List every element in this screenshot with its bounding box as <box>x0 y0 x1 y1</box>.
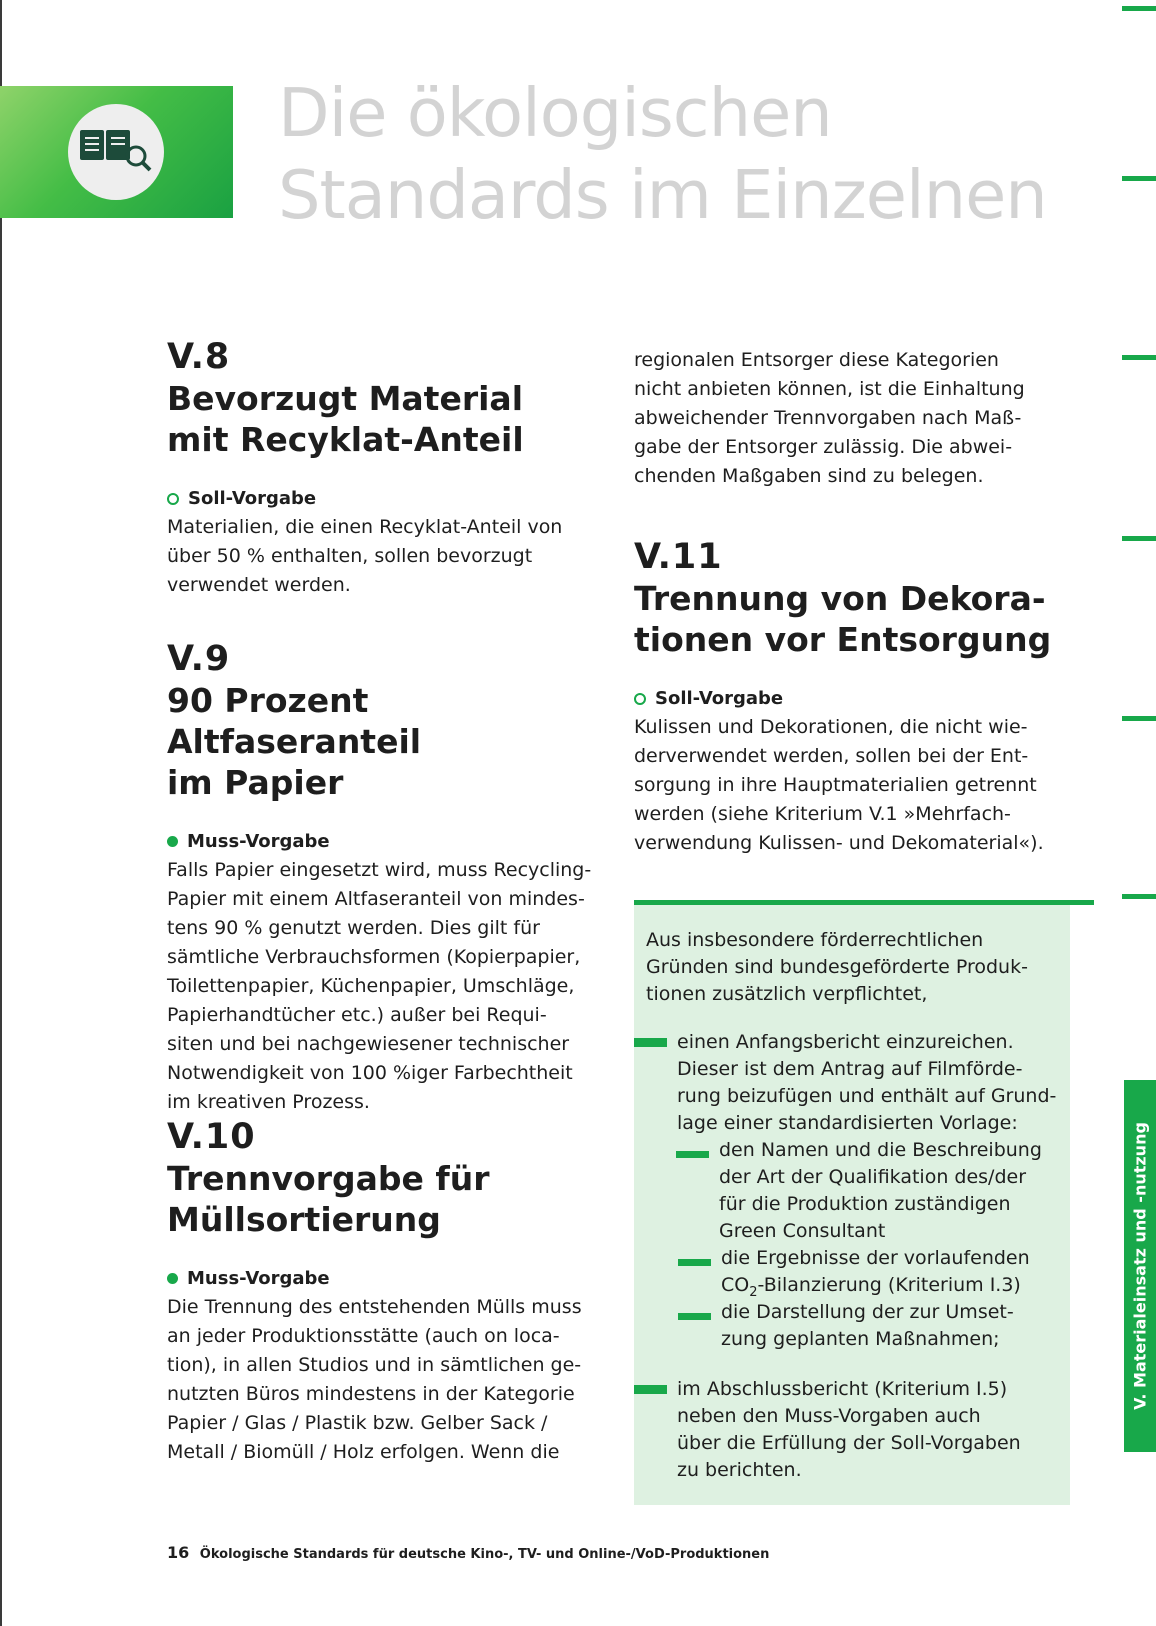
section-title <box>167 680 607 803</box>
infobox-line: tionen zusätzlich verpflichtet, <box>646 983 928 1005</box>
section-number: V.11 <box>634 537 723 577</box>
section-v11 <box>634 536 1074 858</box>
infobox-subitem <box>721 1299 1014 1353</box>
section-title <box>634 578 1074 660</box>
sub-bullet-bar-icon <box>678 1313 711 1320</box>
page-left-rule <box>0 0 2 1626</box>
section-title-line: 90 Prozent Altfaseranteil <box>167 681 422 761</box>
infobox-line: den Namen und die Beschreibung <box>719 1139 1042 1161</box>
body-line: Toilettenpapier, Küchenpapier, Umschläge, <box>167 975 575 997</box>
infobox-line: Gründen sind bundesgeförderte Produk- <box>646 956 1028 978</box>
open-circle-icon <box>634 693 646 705</box>
body-line: Papierhandtücher etc.) außer bei Requi- <box>167 1004 547 1026</box>
body-line: nutzten Büros mindestens in der Kategorie <box>167 1383 575 1405</box>
infobox-line: zung geplanten Maßnahmen; <box>721 1328 1000 1350</box>
section-title-line: mit Recyklat-Anteil <box>167 420 524 459</box>
infobox-line: Dieser ist dem Antrag auf Filmförde- <box>677 1058 1023 1080</box>
infobox-line: die Ergebnisse der vorlaufenden <box>721 1247 1030 1269</box>
page-footer <box>167 1543 769 1562</box>
body-line: verwendet werden. <box>167 574 351 596</box>
infobox-line: über die Erfüllung der Soll-Vorgaben <box>677 1432 1021 1454</box>
section-v9 <box>167 638 607 1117</box>
requirement-tag-label: Soll-Vorgabe <box>655 688 784 709</box>
filled-circle-icon <box>167 1273 178 1284</box>
chapter-side-tab <box>1124 1080 1156 1452</box>
section-title <box>167 1158 607 1240</box>
body-line: über 50 % enthalten, sollen bevorzugt <box>167 545 533 567</box>
body-line: regionalen Entsorger diese Kategorien <box>634 349 999 371</box>
body-line: gabe der Entsorger zulässig. Die abwei- <box>634 436 1013 458</box>
infobox-line: lage einer standardisierten Vorlage: <box>677 1112 1018 1134</box>
infobox-line: Green Consultant <box>719 1220 886 1242</box>
co2-text: CO <box>721 1274 750 1296</box>
edge-marker <box>1122 536 1156 541</box>
requirement-tag <box>167 827 607 856</box>
sub-bullet-bar-icon <box>678 1259 711 1266</box>
infobox-line-rest: -Bilanzierung (Kriterium I.3) <box>757 1274 1021 1296</box>
section-v10 <box>167 1116 607 1467</box>
bullet-bar-icon <box>634 1385 667 1394</box>
open-circle-icon <box>167 493 179 505</box>
section-number: V.8 <box>167 337 231 377</box>
infobox-subitem <box>721 1245 1030 1306</box>
body-line: Metall / Biomüll / Holz erfolgen. Wenn die <box>167 1441 560 1463</box>
co2-subscript: 2 <box>749 1284 758 1300</box>
edge-marker <box>1122 176 1156 181</box>
body-line: tens 90 % genutzt werden. Dies gilt für <box>167 917 540 939</box>
section-number: V.9 <box>167 639 231 679</box>
infobox-line: rung beizufügen und enthält auf Grund- <box>677 1085 1057 1107</box>
infobox-line: Aus insbesondere förderrechtlichen <box>646 929 984 951</box>
body-line: sämtliche Verbrauchsformen (Kopierpapier, <box>167 946 581 968</box>
edge-marker <box>1122 355 1156 360</box>
body-line: siten und bei nachgewiesener technischer <box>167 1033 570 1055</box>
chapter-side-tab-label: V. Materialeinsatz und -nutzung <box>1130 1122 1150 1410</box>
edge-marker <box>1122 6 1156 11</box>
page-title <box>278 72 1047 236</box>
footer-text: Ökologische Standards für deutsche Kino-, TV- und Online-/VoD-Produktionen <box>199 1547 770 1562</box>
infobox-line: zu berichten. <box>677 1459 802 1481</box>
section-title-line: tionen vor Entsorgung <box>634 620 1052 659</box>
requirement-tag-label: Muss-Vorgabe <box>187 831 330 852</box>
infobox-line: die Darstellung der zur Umset- <box>721 1301 1014 1323</box>
requirement-tag-label: Muss-Vorgabe <box>187 1268 330 1289</box>
body-line: chenden Maßgaben sind zu belegen. <box>634 465 984 487</box>
body-line: werden (siehe Kriterium V.1 »Mehrfach- <box>634 803 1011 825</box>
requirement-tag <box>167 484 607 513</box>
infobox-intro <box>646 927 1028 1008</box>
body-line: abweichender Trennvorgaben nach Maß- <box>634 407 1022 429</box>
book-magnifier-icon <box>68 104 164 200</box>
section-body <box>634 346 1074 491</box>
section-title-line: Müllsortierung <box>167 1200 441 1239</box>
infobox-line: der Art der Qualifikation des/der <box>719 1166 1027 1188</box>
body-line: nicht anbieten können, ist die Einhaltung <box>634 378 1025 400</box>
page-title-line: Standards im Einzelnen <box>278 156 1047 234</box>
body-line: Papier / Glas / Plastik bzw. Gelber Sack / <box>167 1412 548 1434</box>
body-line: an jeder Produktionsstätte (auch on loca- <box>167 1325 560 1347</box>
infobox-item <box>677 1029 1056 1137</box>
requirement-tag-label: Soll-Vorgabe <box>188 488 317 509</box>
body-line: Kulissen und Dekorationen, die nicht wie- <box>634 716 1028 738</box>
requirement-tag <box>634 684 1074 713</box>
edge-marker <box>1122 716 1156 721</box>
section-title-line: Trennvorgabe für <box>167 1159 490 1198</box>
infobox-line: im Abschlussbericht (Kriterium I.5) <box>677 1378 1008 1400</box>
body-line: Falls Papier eingesetzt wird, muss Recycling- <box>167 859 592 881</box>
filled-circle-icon <box>167 836 178 847</box>
section-body <box>167 856 607 1117</box>
bullet-bar-icon <box>634 1038 667 1047</box>
body-line: tion), in allen Studios und in sämtlichen ge- <box>167 1354 582 1376</box>
page-number: 16 <box>167 1543 190 1562</box>
body-line: Notwendigkeit von 100 %iger Farbechtheit <box>167 1062 573 1084</box>
infobox-subitem <box>719 1137 1042 1245</box>
body-line: sorgung in ihre Hauptmaterialien getrennt <box>634 774 1037 796</box>
infobox-line: für die Produktion zuständigen <box>719 1193 1011 1215</box>
body-line: verwendung Kulissen- und Dekomaterial«). <box>634 832 1044 854</box>
section-title-line: Trennung von Dekora- <box>634 579 1046 618</box>
body-line: Papier mit einem Altfaseranteil von mindes- <box>167 888 585 910</box>
section-body <box>634 713 1074 858</box>
body-line: Materialien, die einen Recyklat-Anteil von <box>167 516 563 538</box>
body-line: derverwendet werden, sollen bei der Ent- <box>634 745 1029 767</box>
sub-bullet-bar-icon <box>676 1151 709 1158</box>
body-line: im kreativen Prozess. <box>167 1091 370 1113</box>
section-v8 <box>167 336 607 600</box>
infobox <box>634 905 1070 1505</box>
section-v10-continued <box>634 346 1074 491</box>
infobox-line: neben den Muss-Vorgaben auch <box>677 1405 981 1427</box>
infobox-line: einen Anfangsbericht einzureichen. <box>677 1031 1014 1053</box>
section-body <box>167 513 607 600</box>
page-title-line: Die ökologischen <box>278 74 832 152</box>
section-body <box>167 1293 607 1467</box>
body-line: Die Trennung des entstehenden Mülls muss <box>167 1296 582 1318</box>
requirement-tag <box>167 1264 607 1293</box>
infobox-item <box>677 1376 1021 1484</box>
header-banner <box>0 86 233 218</box>
edge-marker <box>1122 894 1156 899</box>
section-title-line: im Papier <box>167 763 344 802</box>
section-title-line: Bevorzugt Material <box>167 379 524 418</box>
section-number: V.10 <box>167 1117 256 1157</box>
section-title <box>167 378 607 460</box>
